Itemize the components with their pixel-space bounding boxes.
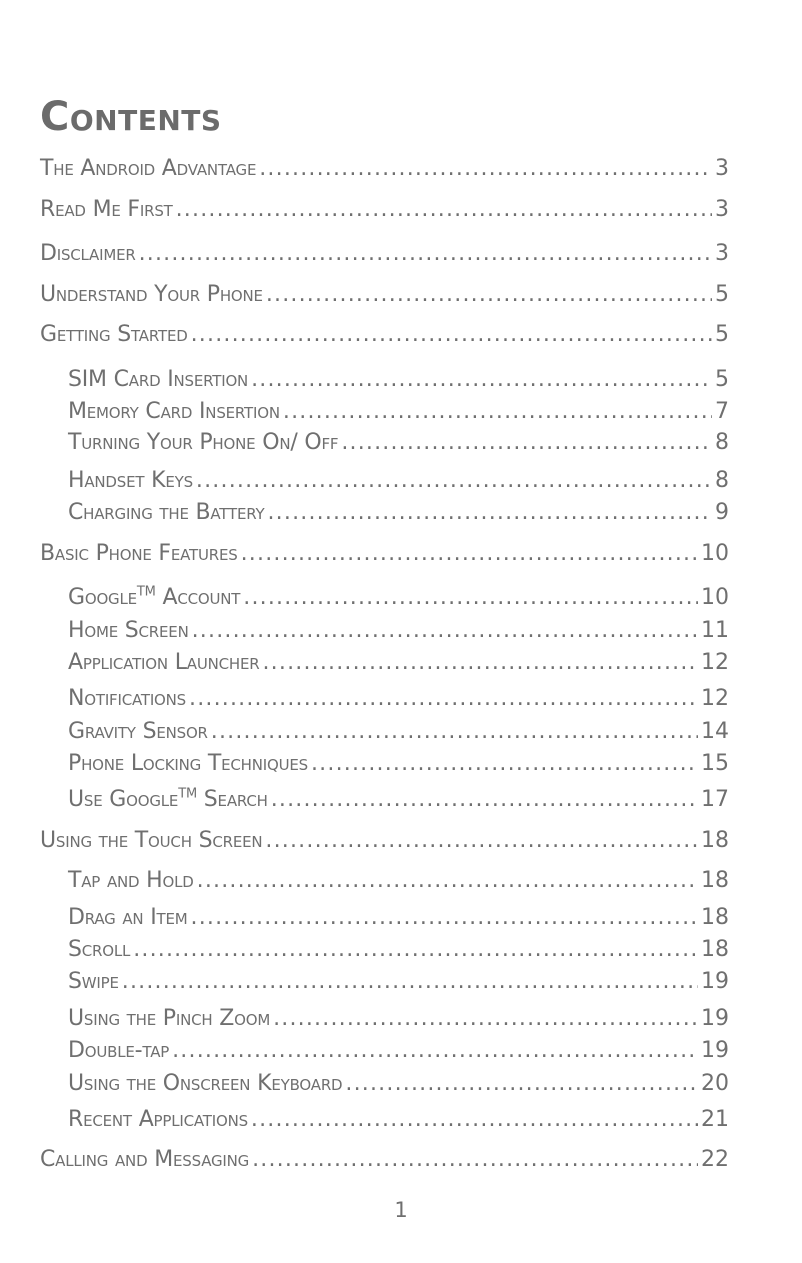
toc-subentry[interactable] [68,867,729,895]
toc-subentry[interactable] [68,786,729,814]
toc-entry-page: 10 [701,585,729,610]
toc-entry-page: 17 [701,787,729,812]
toc-subentry[interactable] [68,1005,729,1033]
dot-leader [251,366,712,394]
toc-subentry[interactable] [68,617,729,645]
toc-entry-page: 5 [715,322,729,347]
dot-leader [265,827,698,855]
toc-subentry[interactable] [68,936,729,964]
toc-entry[interactable] [40,155,729,183]
toc-subentry[interactable] [68,904,729,932]
toc-entry-label: Notifications [68,686,187,711]
dot-leader [197,867,698,895]
contents-heading: Contents [40,94,222,140]
dot-leader [196,467,712,495]
toc-entry-page: 5 [715,282,729,307]
dot-leader [345,1070,698,1098]
dot-leader [252,1146,698,1174]
dot-leader [133,936,698,964]
toc-subentry[interactable] [68,499,729,527]
toc-entry-page: 7 [715,399,729,424]
toc-entry-label: Basic Phone Features [40,541,238,566]
toc-entry-label: Using the Touch Screen [40,828,263,853]
toc-entry-page: 18 [701,868,729,893]
toc-entry-page: 19 [701,1006,729,1031]
dot-leader [259,155,712,183]
dot-leader [191,904,698,932]
toc-subentry[interactable] [68,429,729,457]
dot-leader [251,1106,698,1134]
toc-entry-label: Memory Card Insertion [68,399,280,424]
dot-leader [243,584,698,612]
toc-entry-label: Home Screen [68,618,189,643]
dot-leader [139,240,712,268]
toc-entry-page: 3 [715,156,729,181]
toc-entry-label: Calling and Messaging [40,1147,250,1172]
toc-entry[interactable] [40,240,729,268]
toc-entry[interactable] [40,540,729,568]
dot-leader [271,786,698,814]
toc-entry-page: 10 [701,541,729,566]
dot-leader [266,281,712,309]
dot-leader [189,685,698,713]
toc-entry-label: Double-tap [68,1038,170,1063]
toc-entry-page: 5 [715,367,729,392]
dot-leader [341,429,712,457]
toc-entry-page: 18 [701,905,729,930]
toc-entry[interactable] [40,196,729,224]
toc-entry-label: Scroll [68,937,131,962]
toc-entry[interactable] [40,827,729,855]
toc-entry-label: Google™ Account [68,584,241,610]
dot-leader [172,1037,698,1065]
toc-subentry[interactable] [68,968,729,996]
toc-entry-label: Understand Your Phone [40,282,263,307]
trademark-mark: TM [178,786,197,802]
toc-entry-label: Using the Onscreen Keyboard [68,1071,343,1096]
dot-leader [273,1005,698,1033]
toc-entry-page: 12 [701,650,729,675]
toc-entry-page: 19 [701,1038,729,1063]
toc-entry-page: 18 [701,937,729,962]
toc-entry-label: Tap and Hold [68,868,194,893]
toc-subentry[interactable] [68,366,729,394]
toc-subentry[interactable] [68,685,729,713]
dot-leader [241,540,698,568]
toc-entry-label: Disclaimer [40,241,136,266]
toc-entry-page: 8 [715,468,729,493]
toc-entry-label: Getting Started [40,322,188,347]
toc-entry-page: 19 [701,969,729,994]
toc-entry-label: Charging the Battery [68,500,265,525]
toc-entry-page: 3 [715,197,729,222]
toc-subentry[interactable] [68,649,729,677]
toc-entry-label: Application Launcher [68,650,260,675]
trademark-mark: TM [136,584,156,600]
toc-entry-label: Handset Keys [68,468,193,493]
page-number: 1 [394,1198,408,1222]
toc-entry-page: 18 [701,828,729,853]
toc-entry-label: Drag an Item [68,905,188,930]
toc-entry-label: Using the Pinch Zoom [68,1006,271,1031]
dot-leader [122,968,698,996]
toc-entry[interactable] [40,321,729,349]
toc-subentry[interactable] [68,750,729,778]
toc-entry-page: 15 [701,751,729,776]
toc-entry-page: 20 [701,1071,729,1096]
toc-entry-page: 14 [701,719,729,744]
toc-entry-page: 22 [701,1147,729,1172]
toc-subentry[interactable] [68,718,729,746]
toc-entry-label: Recent Applications [68,1107,248,1132]
toc-entry-label: The Android Advantage [40,156,257,181]
toc-entry-label: Phone Locking Techniques [68,751,308,776]
dot-leader [283,398,712,426]
toc-entry-label: SIM Card Insertion [68,367,249,392]
toc-entry-label: Swipe [68,969,119,994]
toc-entry-page: 3 [715,241,729,266]
toc-entry-page: 8 [715,430,729,455]
toc-subentry[interactable] [68,1070,729,1098]
toc-entry-page: 21 [701,1107,729,1132]
toc-entry-page: 9 [715,500,729,525]
dot-leader [262,649,698,677]
toc-entry[interactable] [40,281,729,309]
toc-entry-label: Gravity Sensor [68,719,208,744]
toc-subentry[interactable] [68,398,729,426]
toc-subentry[interactable] [68,1106,729,1134]
toc-entry-label: Use Google™ Search [68,786,268,812]
toc-entry-label: Turning Your Phone On/ Off [68,430,339,455]
dot-leader [267,499,712,527]
dot-leader [192,617,698,645]
toc-subentry[interactable] [68,584,729,612]
dot-leader [176,196,712,224]
toc-subentry[interactable] [68,467,729,495]
toc-entry-label: Read Me First [40,197,173,222]
toc-subentry[interactable] [68,1037,729,1065]
dot-leader [311,750,698,778]
toc-entry-page: 12 [701,686,729,711]
toc-entry[interactable] [40,1146,729,1174]
dot-leader [191,321,712,349]
toc-entry-page: 11 [701,618,729,643]
dot-leader [211,718,698,746]
